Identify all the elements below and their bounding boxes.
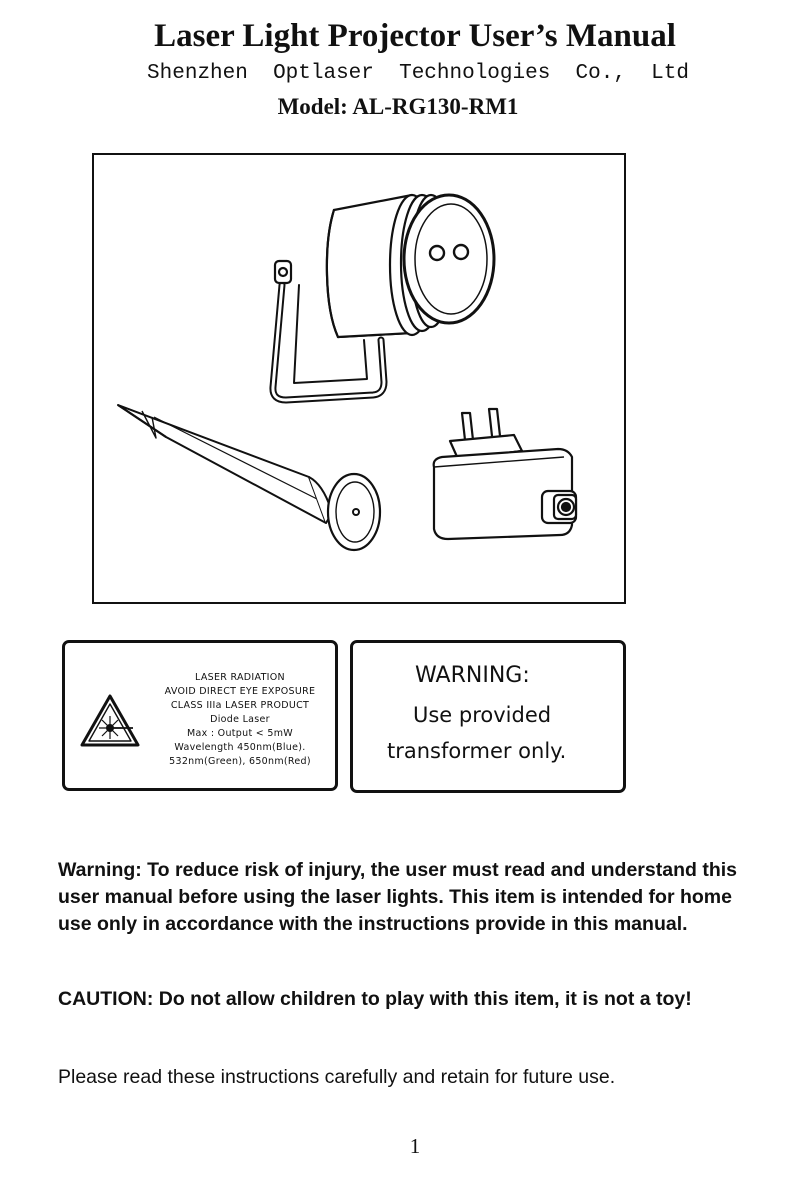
warning-label-title: WARNING: <box>415 663 530 688</box>
warning-label-line: transformer only. <box>387 739 567 763</box>
read-instructions-paragraph: Please read these instructions carefully and retain for future use. <box>58 1066 616 1088</box>
model-number: Model: AL-RG130-RM1 <box>277 94 519 119</box>
laser-radiation-label <box>62 640 338 791</box>
projector-drawing <box>273 195 494 400</box>
warning-paragraph: Warning: To reduce risk of injury, the user must read and understand this user manual before using the laser lights. This item is intended for home use only in accordance with the instructions provide in this manual. <box>58 859 737 935</box>
caution-paragraph: CAUTION: Do not allow children to play with this item, it is not a toy! <box>58 988 692 1010</box>
product-illustration <box>94 155 624 602</box>
company-name: Shenzhen Optlaser Technologies Co., Ltd <box>147 62 689 85</box>
power-adapter-drawing <box>434 409 576 539</box>
laser-label-line: Diode Laser <box>210 714 270 725</box>
laser-label-line: AVOID DIRECT EYE EXPOSURE <box>164 686 316 697</box>
page-number: 1 <box>409 1134 421 1158</box>
manual-title: Laser Light Projector User’s Manual <box>154 18 676 54</box>
laser-label-text <box>147 671 333 769</box>
laser-hazard-icon <box>79 693 141 749</box>
laser-label-line: Max : Output < 5mW <box>187 728 293 739</box>
laser-label-line: CLASS IIIa LASER PRODUCT <box>170 700 310 711</box>
laser-label-line: 532nm(Green), 650nm(Red) <box>169 756 311 767</box>
transformer-warning-label <box>350 640 626 793</box>
laser-label-line: Wavelength 450nm(Blue). <box>174 742 306 753</box>
warning-label-line: Use provided <box>413 703 552 727</box>
laser-label-line: LASER RADIATION <box>195 672 285 683</box>
ground-stake-drawing <box>118 405 380 550</box>
product-illustration-frame <box>92 153 626 604</box>
